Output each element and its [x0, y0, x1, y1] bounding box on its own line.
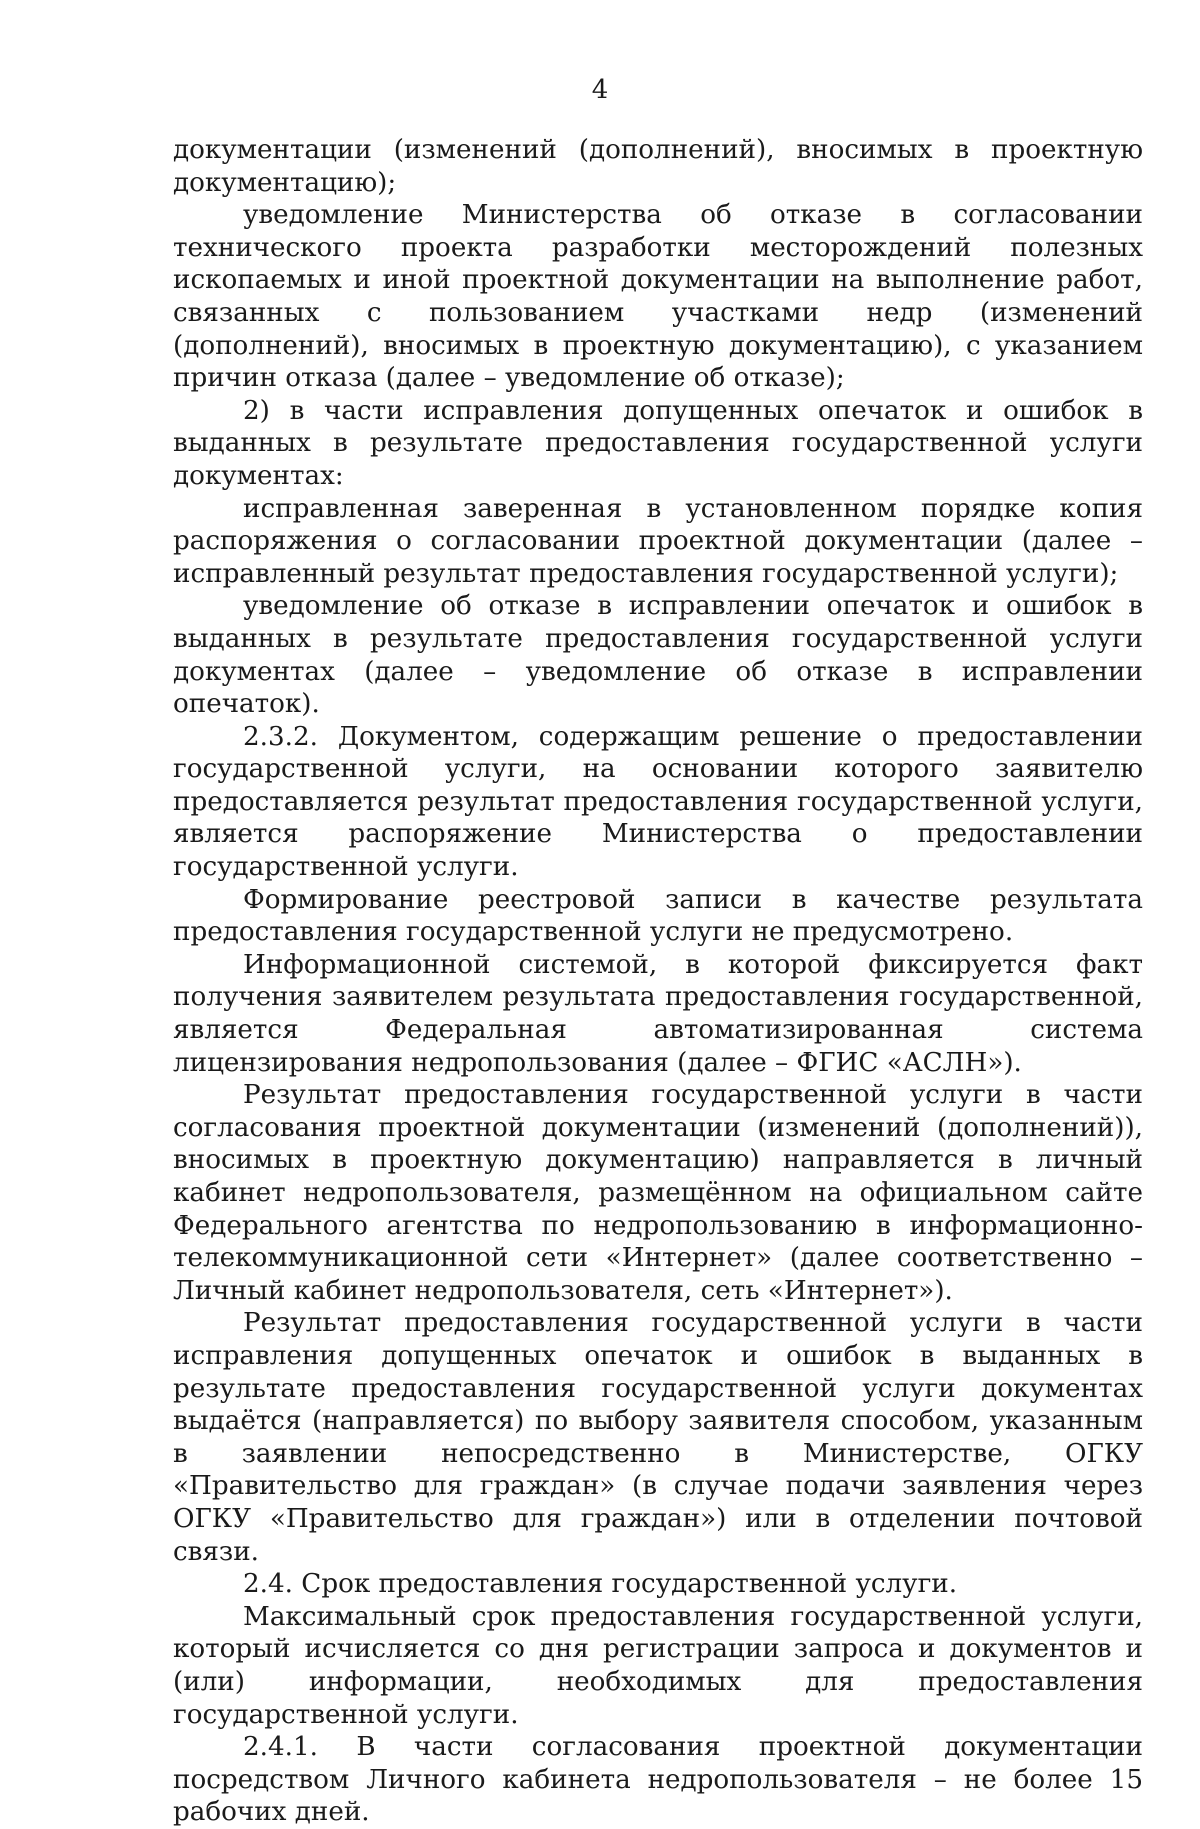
paragraph: Максимальный срок предоставления государственной услуги, который исчисляется со дня регистрации запроса и документов и (или) информации, необходимых для предоставления государственной услуги.: [173, 1601, 1143, 1730]
section-heading: 2.4. Срок предоставления государственной услуги.: [243, 1569, 958, 1600]
paragraph: Формирование реестровой записи в качестве результата предоставления государственной услуги не предусмотрено.: [173, 884, 1143, 948]
paragraph: Результат предоставления государственной услуги в части согласования проектной документации (изменений (дополнений)), вносимых в проектную документацию) направляется в личный кабинет недропользователя, размещённом на официальном сайте Федерального агентства по недропользованию в информационно-телекоммуникационной сети «Интернет» (далее соответственно – Личный кабинет недропользователя, сеть «Интернет»).: [173, 1080, 1143, 1306]
paragraph: 2.4.1. В части согласования проектной документации посредством Личного кабинета недропользователя – не более 15 рабочих дней.: [173, 1732, 1143, 1828]
paragraph: Результат предоставления государственной услуги в части исправления допущенных опечаток и ошибок в выданных в результате предоставления государственной услуги документах выдаётся (направляется) по выбору заявителя способом, указанным в заявлении непосредственно в Министерстве, ОГКУ «Правительство для граждан» (в случае подачи заявления через ОГКУ «Правительство для граждан») или в отделении почтовой связи.: [173, 1308, 1143, 1567]
paragraph: 2.3.2. Документом, содержащим решение о предоставлении государственной услуги, на основании которого заявителю предоставляется результат предоставления государственной услуги, является распоряжение Министерства о предоставлении государственной услуги.: [173, 721, 1143, 883]
paragraph: Информационной системой, в которой фиксируется факт получения заявителем результата предоставления государственной, является Федеральная автоматизированная система лицензирования недропользования (далее – ФГИС «АСЛН»).: [173, 949, 1143, 1078]
document-body: [173, 134, 1143, 1829]
page-number: 4: [591, 75, 609, 105]
paragraph: исправленная заверенная в установленном порядке копия распоряжения о согласовании проектной документации (далее – исправленный результат предоставления государственной услуги);: [173, 493, 1143, 589]
paragraph: уведомление Министерства об отказе в согласовании технического проекта разработки месторождений полезных ископаемых и иной проектной документации на выполнение работ, связанных с пользованием участками недр (изменений (дополнений), вносимых в проектную документацию), с указанием причин отказа (далее – уведомление об отказе);: [173, 200, 1143, 394]
paragraph: документации (изменений (дополнений), вносимых в проектную документацию);: [173, 135, 1143, 198]
paragraph: уведомление об отказе в исправлении опечаток и ошибок в выданных в результате предоставления государственной услуги документах (далее – уведомление об отказе в исправлении опечаток).: [173, 591, 1143, 720]
paragraph: 2) в части исправления допущенных опечаток и ошибок в выданных в результате предоставления государственной услуги документах:: [173, 395, 1143, 491]
